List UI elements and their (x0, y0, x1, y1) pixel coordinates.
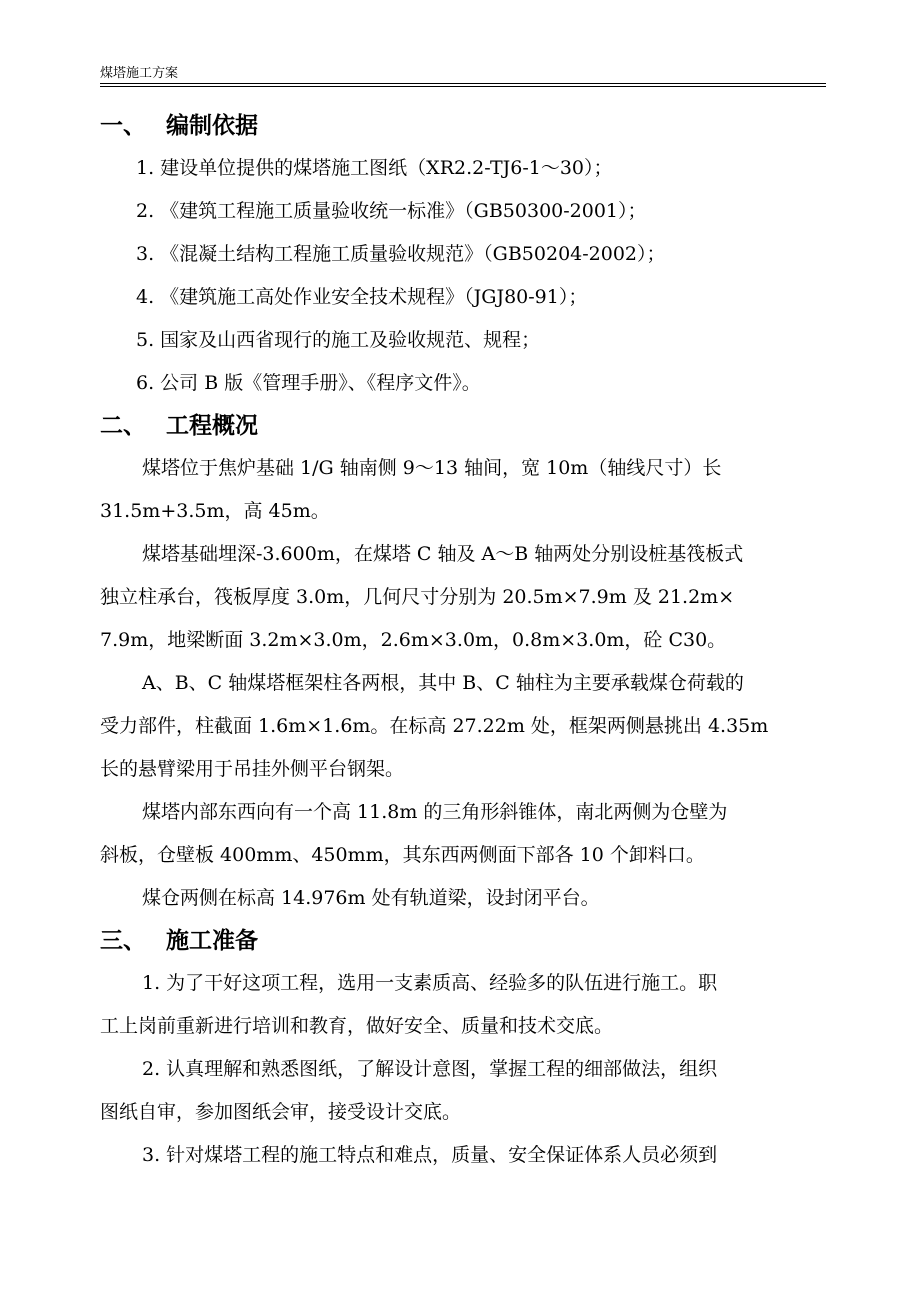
basis-item-5: 5. 国家及山西省现行的施工及验收规范、规程； (136, 329, 541, 351)
paragraph-line: 受力部件，柱截面 1.6m×1.6m。在标高 27.22m 处，框架两侧悬挑出 4.35m (100, 715, 769, 737)
paragraph-line: 2. 认真理解和熟悉图纸，了解设计意图，掌握工程的细部做法，组织 (142, 1058, 718, 1080)
overview-paragraph-3 (100, 662, 826, 791)
paragraph-line: A、B、C 轴煤塔框架柱各两根，其中 B、C 轴柱为主要承载煤仓荷载的 (142, 672, 744, 694)
preparation-paragraph-2 (100, 1048, 826, 1134)
section-title: 施工准备 (166, 928, 258, 954)
page-header-title: 煤塔施工方案 (100, 66, 179, 81)
overview-paragraph-4 (100, 791, 826, 877)
paragraph-line: 长的悬臂梁用于吊挂外侧平台钢架。 (100, 758, 405, 780)
paragraph-line: 7.9m，地梁断面 3.2m×3.0m，2.6m×3.0m，0.8m×3.0m，砼 C30。 (100, 629, 727, 651)
section-number: 三、 (100, 928, 146, 954)
section-number: 二、 (100, 413, 146, 439)
header-rule-thin (100, 83, 826, 84)
basis-item-3: 3. 《混凝土结构工程施工质量验收规范》（GB50204-2002）； (136, 243, 666, 265)
section-number: 一、 (100, 113, 146, 139)
paragraph-line: 煤仓两侧在标高 14.976m 处有轨道梁，设封闭平台。 (142, 887, 600, 909)
section-title: 工程概况 (166, 413, 258, 439)
header-rule-thick (100, 86, 826, 87)
overview-paragraph-2 (100, 533, 826, 662)
document-body (100, 105, 826, 1177)
section-heading-2 (100, 405, 826, 447)
paragraph-line: 煤塔内部东西向有一个高 11.8m 的三角形斜锥体，南北两侧为仓壁为 (142, 801, 728, 823)
paragraph-line: 工上岗前重新进行培训和教育，做好安全、质量和技术交底。 (100, 1015, 614, 1037)
section-title: 编制依据 (166, 113, 258, 139)
paragraph-line: 独立柱承台，筏板厚度 3.0m，几何尺寸分别为 20.5m×7.9m 及 21.2m× (100, 586, 735, 608)
preparation-paragraph-3 (100, 1134, 826, 1177)
paragraph-line: 3. 针对煤塔工程的施工特点和难点，质量、安全保证体系人员必须到 (142, 1144, 718, 1166)
section-heading-1 (100, 105, 826, 147)
paragraph-line: 斜板，仓壁板 400mm、450mm，其东西两侧面下部各 10 个卸料口。 (100, 844, 705, 866)
overview-paragraph-5 (100, 877, 826, 920)
basis-item-1: 1. 建设单位提供的煤塔施工图纸（XR2.2-TJ6-1～30）； (136, 157, 613, 179)
paragraph-line: 煤塔位于焦炉基础 1/G 轴南侧 9～13 轴间，宽 10m（轴线尺寸）长 (142, 457, 722, 479)
paragraph-line: 31.5m+3.5m，高 45m。 (100, 500, 330, 522)
paragraph-line: 1. 为了干好这项工程，选用一支素质高、经验多的队伍进行施工。职 (142, 972, 718, 994)
basis-item-6: 6. 公司 B 版《管理手册》、《程序文件》。 (136, 372, 481, 394)
basis-item-2: 2. 《建筑工程施工质量验收统一标准》（GB50300-2001）； (136, 200, 647, 222)
preparation-paragraph-1 (100, 962, 826, 1048)
section-heading-3 (100, 920, 826, 962)
overview-paragraph-1 (100, 447, 826, 533)
basis-item-4: 4. 《建筑施工高处作业安全技术规程》（JGJ80-91）； (136, 286, 588, 308)
paragraph-line: 图纸自审，参加图纸会审，接受设计交底。 (100, 1101, 462, 1123)
paragraph-line: 煤塔基础埋深-3.600m，在煤塔 C 轴及 A～B 轴两处分别设桩基筏板式 (142, 543, 744, 565)
